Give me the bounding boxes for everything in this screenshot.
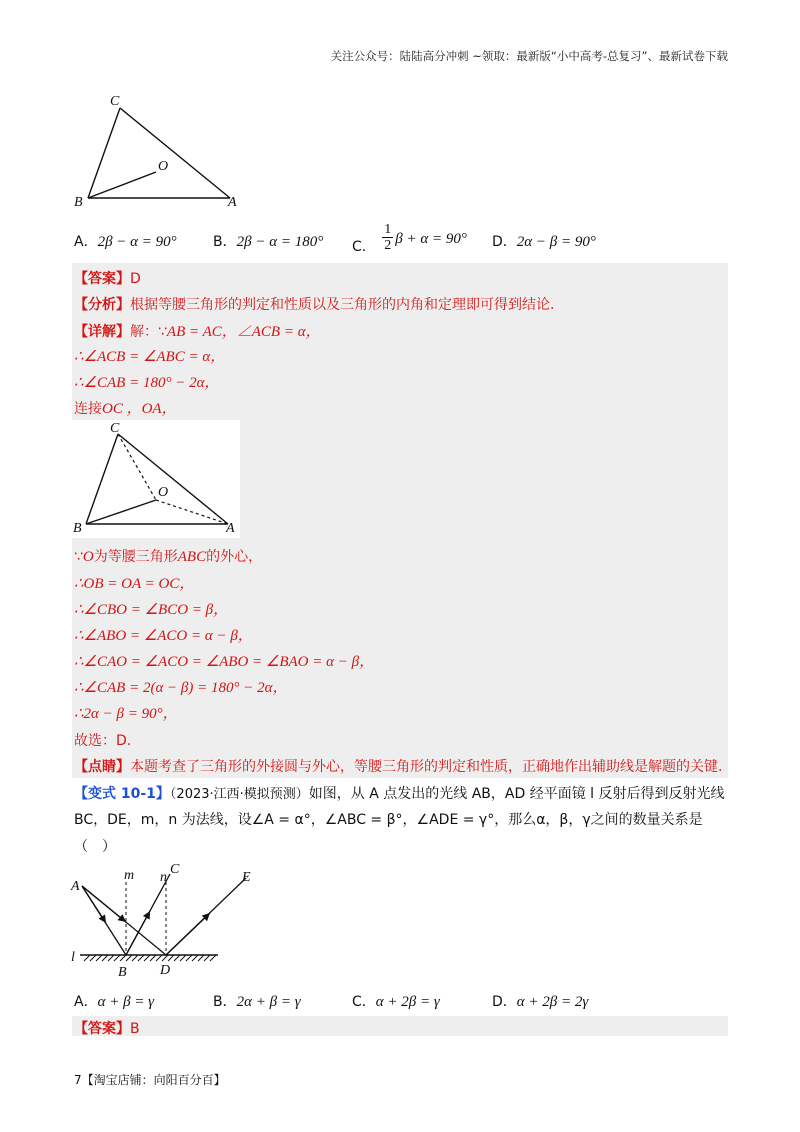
variant-line-1: 【变式 10-1】（2023·江西·模拟预测）如图，从 A 点发出的光线 AB，AD 经平面镜 l 反射后得到反射光线 <box>74 786 725 802</box>
option-b-1: B．2β − α = 180° <box>213 234 324 250</box>
label-o: O <box>158 485 169 500</box>
label-b: B <box>73 521 82 536</box>
comment: 【点睛】本题考查了三角形的外接圆与外心，等腰三角形的判定和性质，正确地作出辅助线是解题的关键. <box>74 759 723 775</box>
edge-ca <box>120 108 230 198</box>
reflection-figure <box>70 860 270 982</box>
step-2: ∴OB = OA = OC， <box>74 576 195 592</box>
answer-2: 【答案】B <box>74 1021 140 1037</box>
detail-line-2: ∴∠ACB = ∠ABC = α， <box>74 349 226 365</box>
label-b: B <box>118 965 127 980</box>
mirror-hatching <box>84 955 216 961</box>
label-n: n <box>160 870 167 885</box>
option-d-1: D．2α − β = 90° <box>492 234 596 250</box>
step-5: ∴∠CAO = ∠ACO = ∠ABO = ∠BAO = α − β， <box>74 654 375 670</box>
ray-ab-arrow <box>82 886 106 923</box>
detail-line-1: 【详解】解：∵AB = AC，∠ACB = α， <box>74 324 321 340</box>
fraction: $\frac{1}{2}$ <box>384 222 392 253</box>
option-a-2: A．α + β = γ <box>74 994 155 1010</box>
triangle-figure-1 <box>72 92 242 212</box>
segment-bo <box>86 500 156 524</box>
label-b: B <box>74 195 83 210</box>
page-header: 关注公众号：陆陆高分冲刺 ~领取：最新版“小中高考-总复习”、最新试卷下载 <box>330 49 728 63</box>
triangle-figure-2 <box>72 420 240 538</box>
detail-line-3: ∴∠CAB = 180° − 2α， <box>74 375 220 391</box>
step-7: ∴2α − β = 90°， <box>74 706 178 722</box>
label-c: C <box>170 862 180 877</box>
option-c-2: C．α + 2β = γ <box>352 994 440 1010</box>
analysis: 【分析】根据等腰三角形的判定和性质以及三角形的内角和定理即可得到结论. <box>74 297 555 313</box>
step-3: ∴∠CBO = ∠BCO = β， <box>74 602 229 618</box>
label-e: E <box>242 870 251 885</box>
variant-line-2: BC，DE，m，n 为法线，设∠A = α°，∠ABC = β°，∠ADE = γ°，那么α，β，γ之间的数量关系是 <box>74 812 703 828</box>
option-d-2: D．α + 2β = 2γ <box>492 994 589 1010</box>
label-a: A <box>226 521 235 536</box>
step-8: 故选：D. <box>74 733 132 749</box>
segment-oa-dashed <box>156 500 228 524</box>
edge-cb <box>86 434 118 524</box>
segment-oc-dashed <box>118 434 156 500</box>
ray-ad-arrow <box>82 886 126 922</box>
label-c: C <box>110 94 120 109</box>
segment-bo <box>88 172 156 198</box>
variant-line-3: （ ） <box>74 839 116 855</box>
edge-cb <box>88 108 120 198</box>
option-a-1: A．2β − α = 90° <box>74 234 177 250</box>
answer-block-2 <box>72 1016 728 1036</box>
label-o: O <box>158 159 169 174</box>
edge-ca <box>118 434 228 524</box>
page-footer: 7【淘宝店铺：向阳百分百】 <box>74 1073 226 1087</box>
answer-1: 【答案】D <box>74 271 141 287</box>
step-4: ∴∠ABO = ∠ACO = α − β， <box>74 628 253 644</box>
ray-bc-arrow <box>126 911 150 955</box>
label-m: m <box>124 868 135 883</box>
option-b-2: B．2α + β = γ <box>213 994 301 1010</box>
step-6: ∴∠CAB = 2(α − β) = 180° − 2α， <box>74 680 288 696</box>
label-a: A <box>71 879 80 894</box>
label-a: A <box>228 195 237 210</box>
label-d: D <box>160 963 171 978</box>
ray-de-arrow <box>166 913 210 955</box>
detail-line-4: 连接OC ，OA， <box>74 401 177 417</box>
label-c: C <box>110 421 120 436</box>
step-1: ∵O为等腰三角形ABC的外心， <box>74 549 263 565</box>
option-c-1: C． $\frac{1}{2}$ β + α = 90° <box>352 222 467 255</box>
label-l: l <box>71 950 75 965</box>
